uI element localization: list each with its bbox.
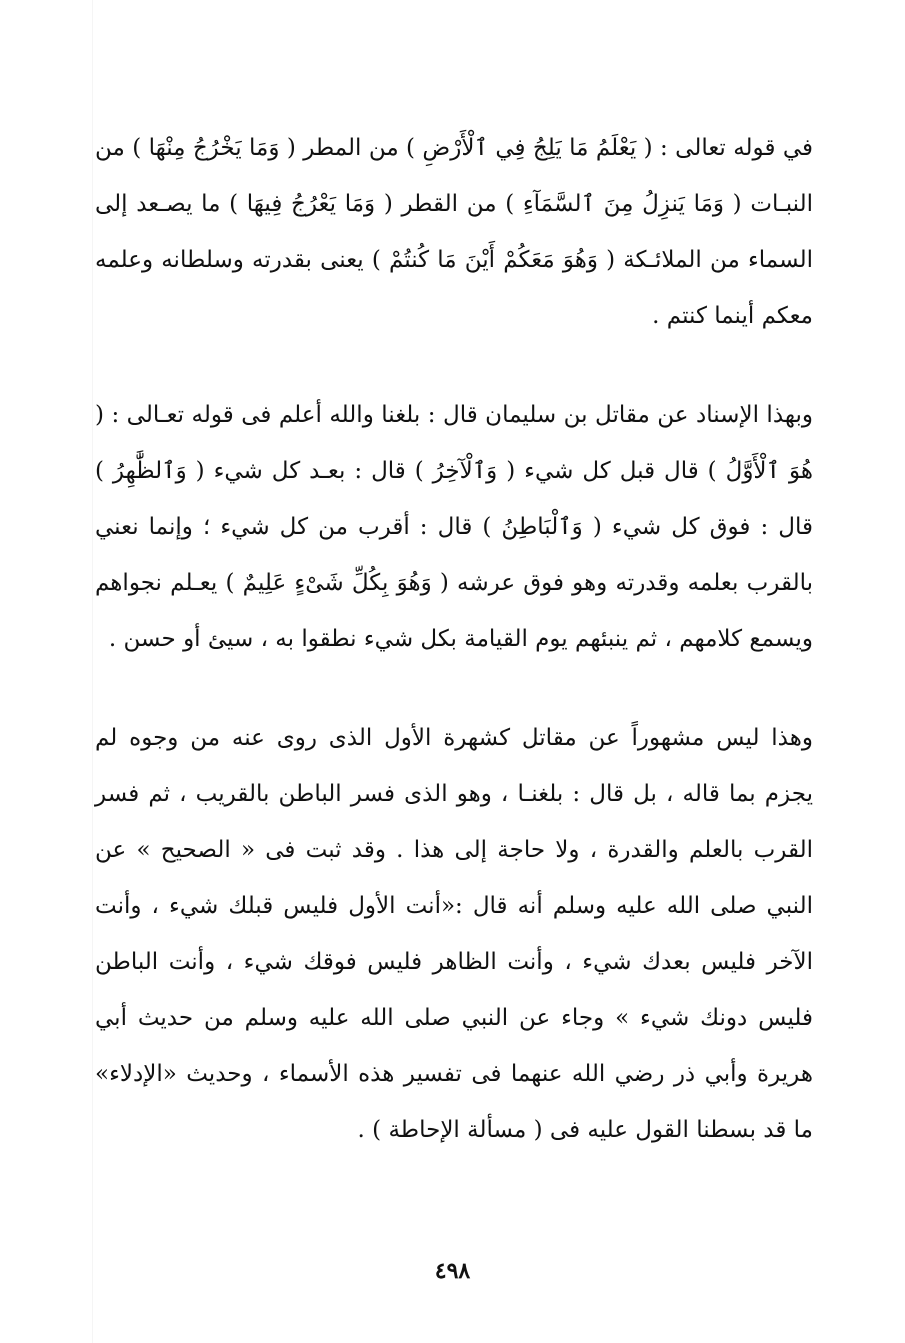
paragraph-1: في قوله تعالى : ( يَعْلَمُ مَا يَلِجُ فِي ٱلْأَرْضِ ) من المطر ( وَمَا يَخْرُجُ مِنْهَا ) من النبـات ( وَمَا يَنزِلُ مِنَ ٱلسَّمَآءِ ) من القطر ( وَمَا يَعْرُجُ فِيهَا ) ما يصـعد إلى السماء من الملائـكة ( وَهُوَ مَعَكُمْ أَيْنَ مَا كُنتُمْ ) يعنى بقدرته وسلطانه وعلمه معكم أينما كنتم . [95, 135, 813, 329]
paragraph-2: وبهذا الإسناد عن مقاتل بن سليمان قال : بلغنا والله أعلم فى قوله تعـالى : ( هُوَ ٱلْأَوَّلُ ) قال قبل كل شيء ( وَٱلْآخِرُ ) قال : بعـد كل شيء ( وَٱلظَّٰهِرُ ) قال : فوق كل شيء ( وَٱلْبَاطِنُ ) قال : أقرب من كل شيء ؛ وإنما نعني بالقرب بعلمه وقدرته وهو فوق عرشه ( وَهُوَ بِكُلِّ شَىْءٍ عَلِيمٌ ) يعـلم نجواهم ويسمع كلامهم ، ثم ينبئهم يوم القيامة بكل شيء نطقوا به ، سيئ أو حسن . [95, 402, 813, 652]
left-page-edge [92, 0, 93, 1343]
page-number: ٤٩٨ [434, 1258, 471, 1284]
paragraph-3: وهذا ليس مشهوراً عن مقاتل كشهرة الأول الذى روى عنه من وجوه لم يجزم بما قاله ، بل قال : بلغنـا ، وهو الذى فسر الباطن بالقريب ، ثم فسر القرب بالعلم والقدرة ، ولا حاجة إلى هذا . وقد ثبت فى « الصحيح » عن النبي صلى الله عليه وسلم أنه قال :«أنت الأول فليس قبلك شيء ، وأنت الآخر فليس بعدك شيء ، وأنت الظاهر فليس فوقك شيء ، وأنت الباطن فليس دونك شيء » وجاء عن النبي صلى الله عليه وسلم من حديث أبي هريرة وأبي ذر رضي الله عنهما فى تفسير هذه الأسماء ، وحديث «الإدلاء» ما قد بسطنا القول عليه فى ( مسألة الإحاطة ) . [95, 725, 813, 1143]
page-body [95, 120, 813, 1158]
